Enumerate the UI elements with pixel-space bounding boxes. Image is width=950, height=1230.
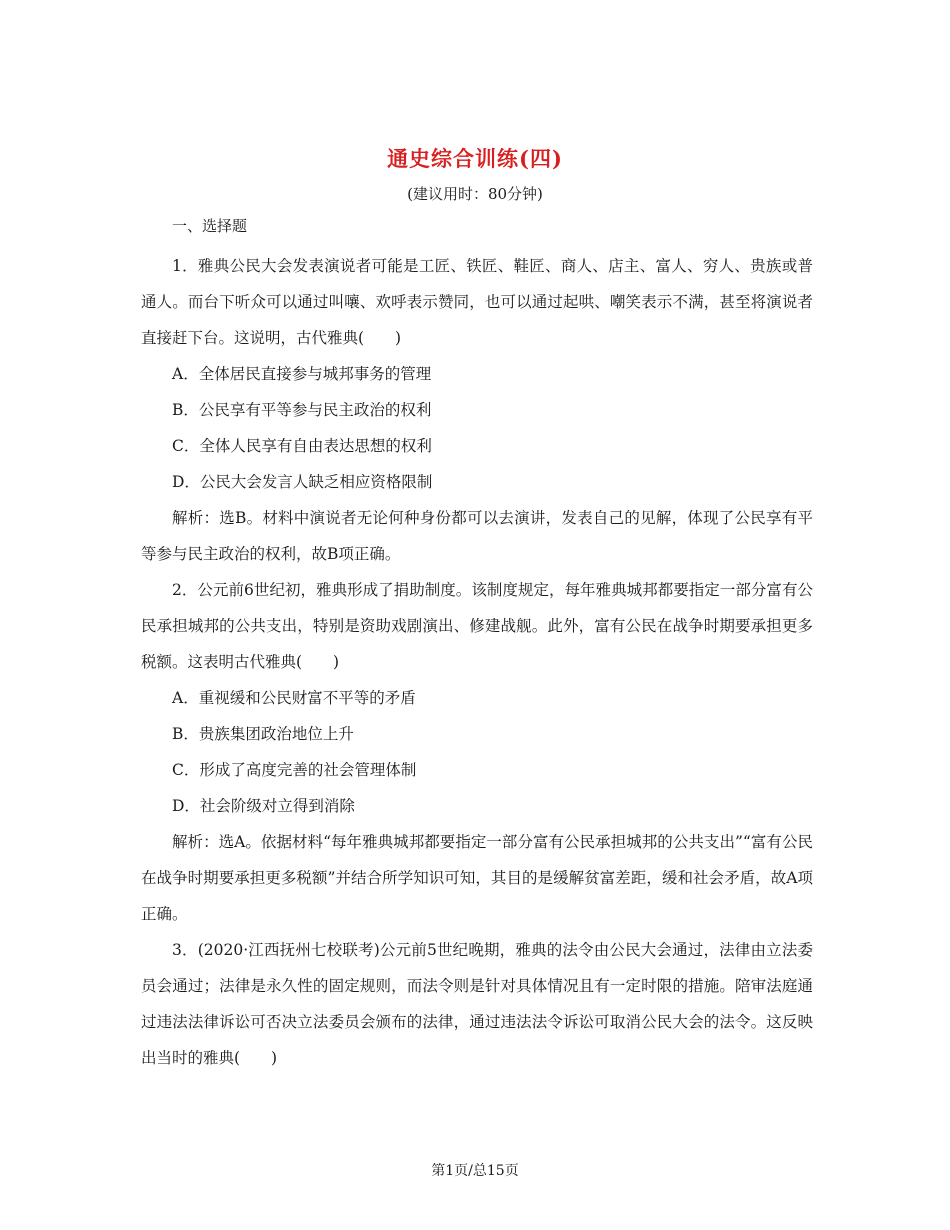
page-subtitle: (建议用时：80分钟) (407, 185, 543, 203)
option-c: C．全体人民享有自由表达思想的权利 (172, 437, 432, 455)
option-a: A．全体居民直接参与城邦事务的管理 (172, 365, 432, 383)
question-analysis: 解析：选B。材料中演说者无论何种身份都可以去演讲，发表自己的见解，体现了公民享有平等参与民主政治的权利，故B项正确。 (141, 509, 813, 563)
question-analysis: 解析：选A。依据材料“每年雅典城邦都要指定一部分富有公民承担城邦的公共支出”“富有公民在战争时期要承担更多税额”并结合所学知识可知，其目的是缓解贫富差距，缓和社会矛盾，故A项正确。 (141, 833, 813, 923)
option-b: B．贵族集团政治地位上升 (172, 725, 354, 743)
question-stem: 2．公元前6世纪初，雅典形成了捐助制度。该制度规定，每年雅典城邦都要指定一部分富有公民承担城邦的公共支出，特别是资助戏剧演出、修建战舰。此外，富有公民在战争时期要承担更多税额。这表明古代雅典( ) (141, 581, 813, 671)
question-body (141, 248, 813, 1076)
page-title: 通史综合训练(四) (387, 146, 563, 171)
option-d: D．公民大会发言人缺乏相应资格限制 (172, 473, 433, 491)
option-d: D．社会阶级对立得到消除 (172, 797, 355, 815)
option-c: C．形成了高度完善的社会管理体制 (172, 761, 417, 779)
page-footer: 第1页/总15页 (431, 1163, 519, 1179)
question-stem: 3．(2020·江西抚州七校联考)公元前5世纪晚期，雅典的法令由公民大会通过，法律由立法委员会通过；法律是永久性的固定规则，而法令则是针对具体情况且有一定时限的措施。陪审法庭通过违法法律诉讼可否决立法委员会颁布的法律，通过违法法令诉讼可取消公民大会的法令。这反映出当时的雅典( ) (141, 941, 813, 1067)
question-2 (141, 572, 813, 932)
section-heading: 一、选择题 (172, 217, 248, 235)
option-a: A．重视缓和公民财富不平等的矛盾 (172, 689, 416, 707)
question-1 (141, 248, 813, 572)
question-stem: 1．雅典公民大会发表演说者可能是工匠、铁匠、鞋匠、商人、店主、富人、穷人、贵族或普通人。而台下听众可以通过叫嚷、欢呼表示赞同，也可以通过起哄、嘲笑表示不满，甚至将演说者直接赶下台。这说明，古代雅典( ) (141, 257, 813, 347)
option-b: B．公民享有平等参与民主政治的权利 (172, 401, 432, 419)
question-3 (141, 932, 813, 1076)
